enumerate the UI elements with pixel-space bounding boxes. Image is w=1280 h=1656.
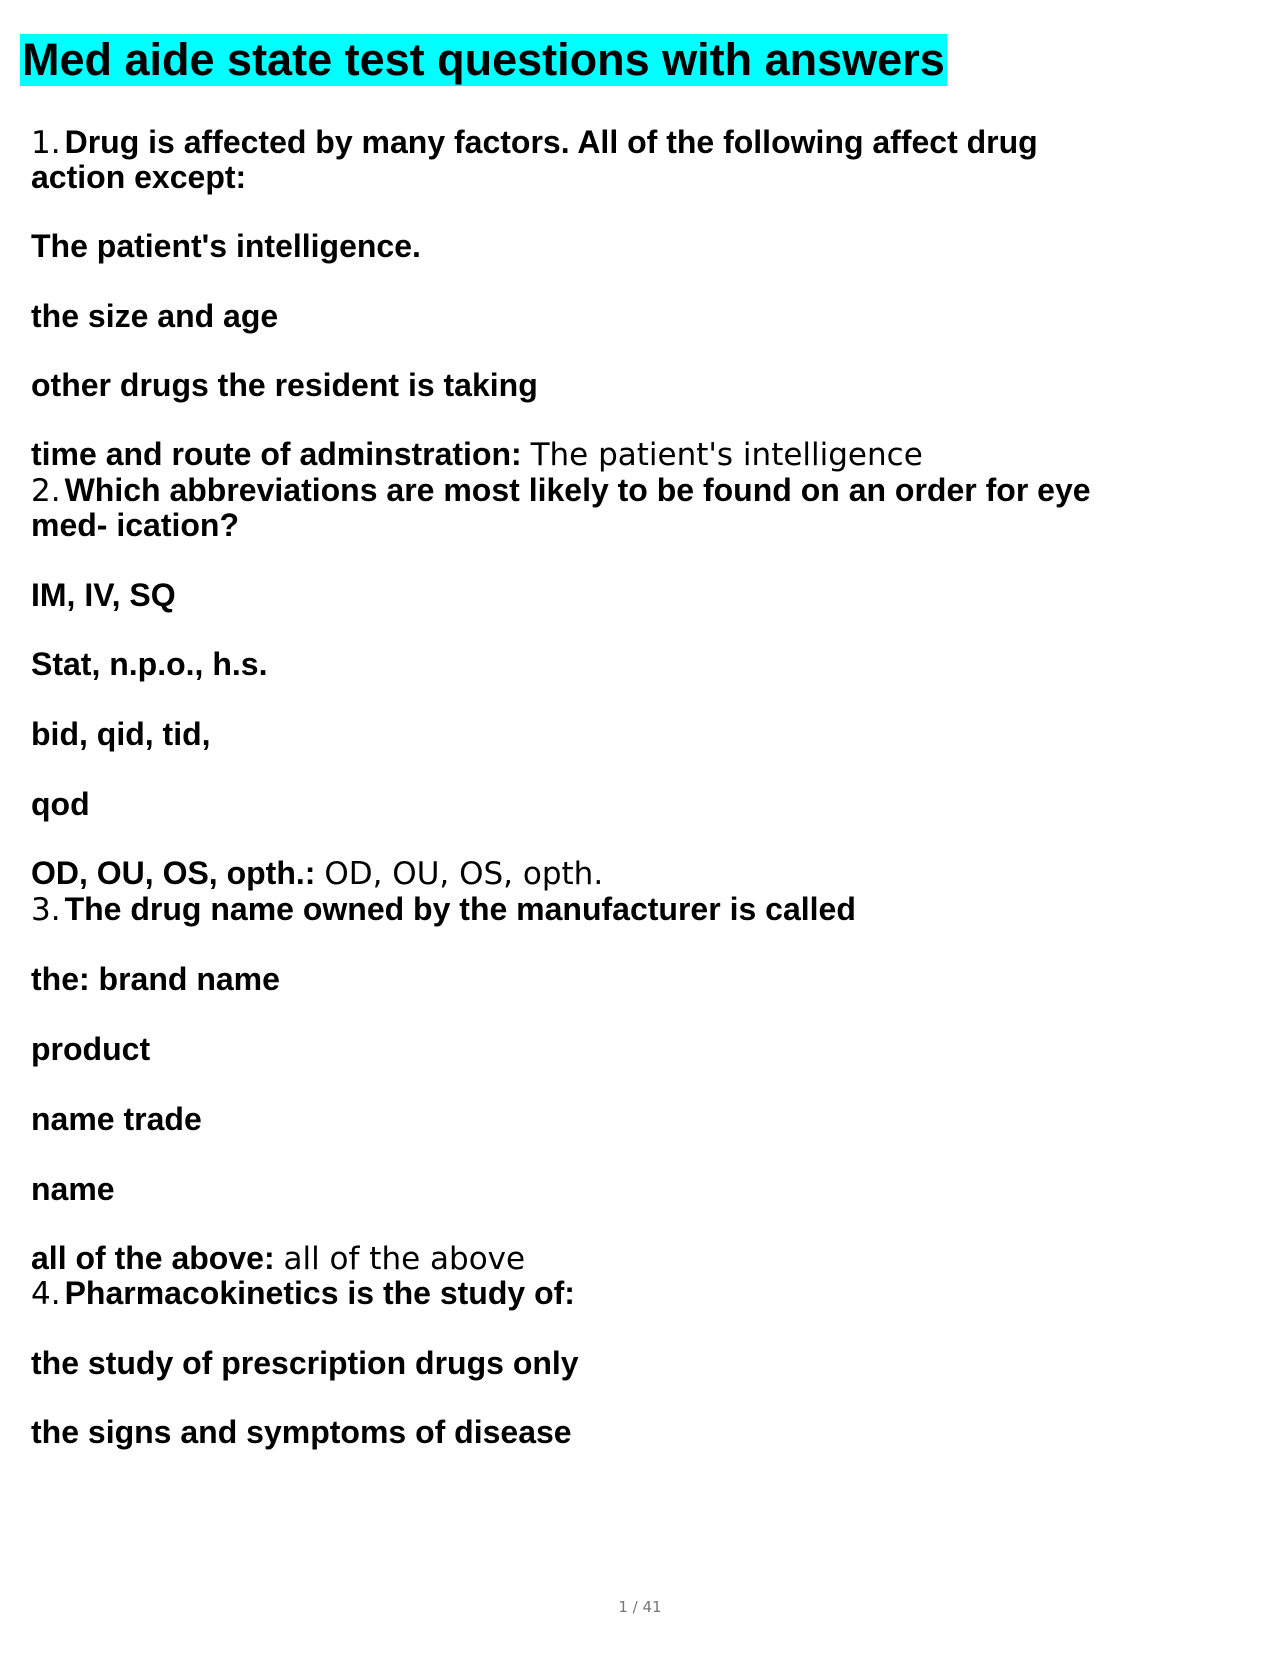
question-3-option-5: all of the above:	[31, 1240, 275, 1276]
question-1-option-3: other drugs the resident is taking	[31, 367, 538, 403]
page-indicator: 1 / 41	[618, 1598, 662, 1616]
question-4-stem	[31, 1275, 575, 1313]
question-2-option-3: bid, qid, tid,	[31, 716, 211, 752]
question-2-option-2: Stat, n.p.o., h.s.	[31, 646, 268, 682]
question-3-stem-line1: The drug name owned by the manufacturer is called	[64, 891, 856, 927]
question-2-stem-line1: Which abbreviations are most likely to be found on an order for eye	[64, 472, 1091, 508]
question-2-stem-line2: med- ication?	[31, 507, 240, 543]
question-1-number: 1.	[31, 125, 61, 161]
question-3-option-3: name trade	[31, 1101, 202, 1137]
question-2-option-1: IM, IV, SQ	[31, 577, 176, 613]
question-3-stem	[31, 891, 856, 929]
question-3-answer: all of the above	[283, 1241, 526, 1277]
question-4-number: 4.	[31, 1276, 61, 1312]
question-3-number: 3.	[31, 892, 61, 928]
question-2-answer: OD, OU, OS, opth.	[324, 856, 604, 892]
question-4-stem-line1: Pharmacokinetics is the study of:	[64, 1275, 575, 1311]
question-2-stem	[31, 472, 1091, 510]
question-3-option-2: product	[31, 1031, 151, 1067]
question-2-number: 2.	[31, 473, 61, 509]
question-2-option-5: OD, OU, OS, opth.:	[31, 855, 316, 891]
question-3-last-option	[31, 1240, 525, 1278]
question-1-stem	[31, 124, 1038, 162]
question-1-stem-line2: action except:	[31, 159, 247, 195]
question-1-answer: The patient's intelligence	[530, 437, 923, 473]
question-4-option-1: the study of prescription drugs only	[31, 1345, 579, 1381]
question-1-option-2: the size and age	[31, 298, 279, 334]
question-4-option-2: the signs and symptoms of disease	[31, 1414, 572, 1450]
question-1-stem-line1: Drug is affected by many factors. All of the following affect drug	[64, 124, 1038, 160]
question-1-option-1: The patient's intelligence.	[31, 228, 421, 264]
question-1-option-4: time and route of adminstration:	[31, 436, 522, 472]
question-2-option-4: qod	[31, 786, 90, 822]
question-3-option-4: name	[31, 1171, 115, 1207]
question-2-last-option	[31, 855, 603, 893]
document-title: Med aide state test questions with answers	[22, 34, 945, 85]
question-3-option-1: the: brand name	[31, 961, 280, 997]
question-1-last-option	[31, 436, 923, 474]
